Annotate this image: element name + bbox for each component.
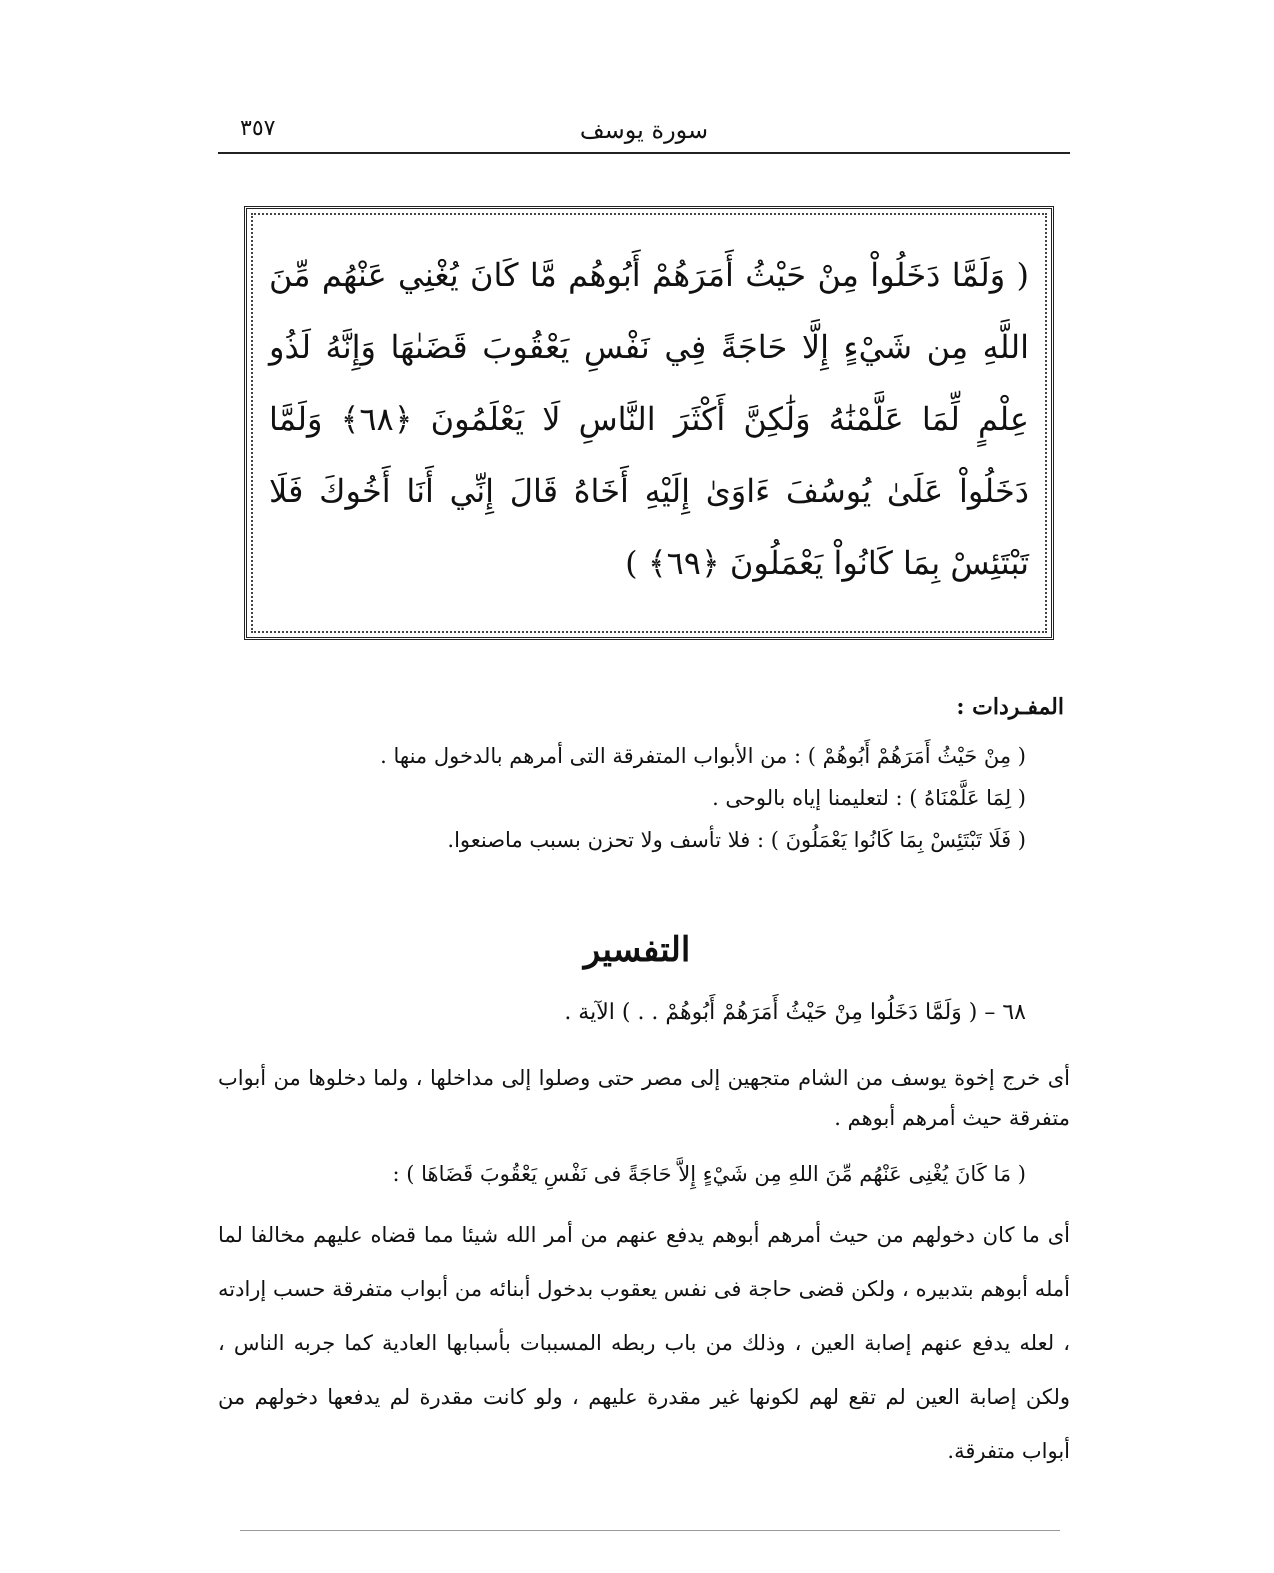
page-header (218, 112, 1070, 154)
tafsir-quote: ( مَا كَانَ يُغْنِى عَنْهُم مِّنَ اللهِ مِن شَيْءٍ إِلاَّ حَاجَةً فى نَفْسِ يَعْقُوبَ قَضَاهَا ) : (392, 1162, 1026, 1186)
page-number: ٣٥٧ (240, 116, 276, 141)
tafsir-heading: التفسير (583, 930, 691, 970)
vocabulary-heading: المفـردات : (956, 694, 1064, 720)
vocabulary-item: ( لِمَا عَلَّمْنَاهُ ) : لتعليمنا إياه بالوحى . (712, 786, 1026, 810)
quran-verse-text: ( وَلَمَّا دَخَلُواْ مِنْ حَيْثُ أَمَرَهُمْ أَبُوهُم مَّا كَانَ يُغْنِي عَنْهُم مِّنَ اللَّهِ مِن شَيْءٍ إِلَّا حَاجَةً فِي نَفْسِ يَعْقُوبَ قَضَىٰهَا وَإِنَّهُ لَذُو عِلْمٍ لِّمَا عَلَّمْنَٰهُ وَلَٰكِنَّ أَكْثَرَ النَّاسِ لَا يَعْلَمُونَ ﴿٦٨﴾ وَلَمَّا دَخَلُواْ عَلَىٰ يُوسُفَ ءَاوَىٰ إِلَيْهِ أَخَاهُ قَالَ إِنِّي أَنَا أَخُوكَ فَلَا تَبْتَئِسْ بِمَا كَانُواْ يَعْمَلُونَ ﴿٦٩﴾ ) (269, 256, 1030, 582)
quran-verse-box (244, 206, 1054, 640)
vocabulary-list (226, 740, 1026, 866)
surah-title: سورة يوسف (579, 116, 709, 144)
vocabulary-item: ( فَلَا تَبْتَئِسْ بِمَا كَانُوا يَعْمَلُونَ ) : فلا تأسف ولا تحزن بسبب ماصنعوا. (447, 828, 1026, 852)
vocabulary-item: ( مِنْ حَيْثُ أَمَرَهُمْ أَبُوهُمْ ) : من الأبواب المتفرقة التى أمرهم بالدخول منها . (380, 744, 1026, 768)
tafsir-paragraph-2: أى ما كان دخولهم من حيث أمرهم أبوهم يدفع عنهم من أمر الله شيئا مما قضاه عليهم مخالفا لما أمله أبوهم بتدبيره ، ولكن قضى حاجة فى نفس يعقوب بدخول أبنائه من أبواب متفرقة حسب إرادته ، لعله يدفع عنهم إصابة العين ، وذلك من باب ربطه المسببات بأسبابها العادية كما جربه الناس ، ولكن إصابة العين لم تقع لهم لكونها غير مقدرة عليهم ، ولو كانت مقدرة لم يدفعها دخولهم من أبواب متفرقة. (218, 1223, 1070, 1463)
bottom-divider (240, 1530, 1060, 1531)
tafsir-paragraph-1: أى خرج إخوة يوسف من الشام متجهين إلى مصر حتى وصلوا إلى مداخلها ، ولما دخلوها من أبواب متفرقة حيث أمرهم أبوهم . (218, 1066, 1070, 1130)
verse-reference: ٦٨ – ( وَلَمَّا دَخَلُوا مِنْ حَيْثُ أَمَرَهُمْ أَبُوهُمْ . . ) الآية . (564, 1000, 1026, 1025)
